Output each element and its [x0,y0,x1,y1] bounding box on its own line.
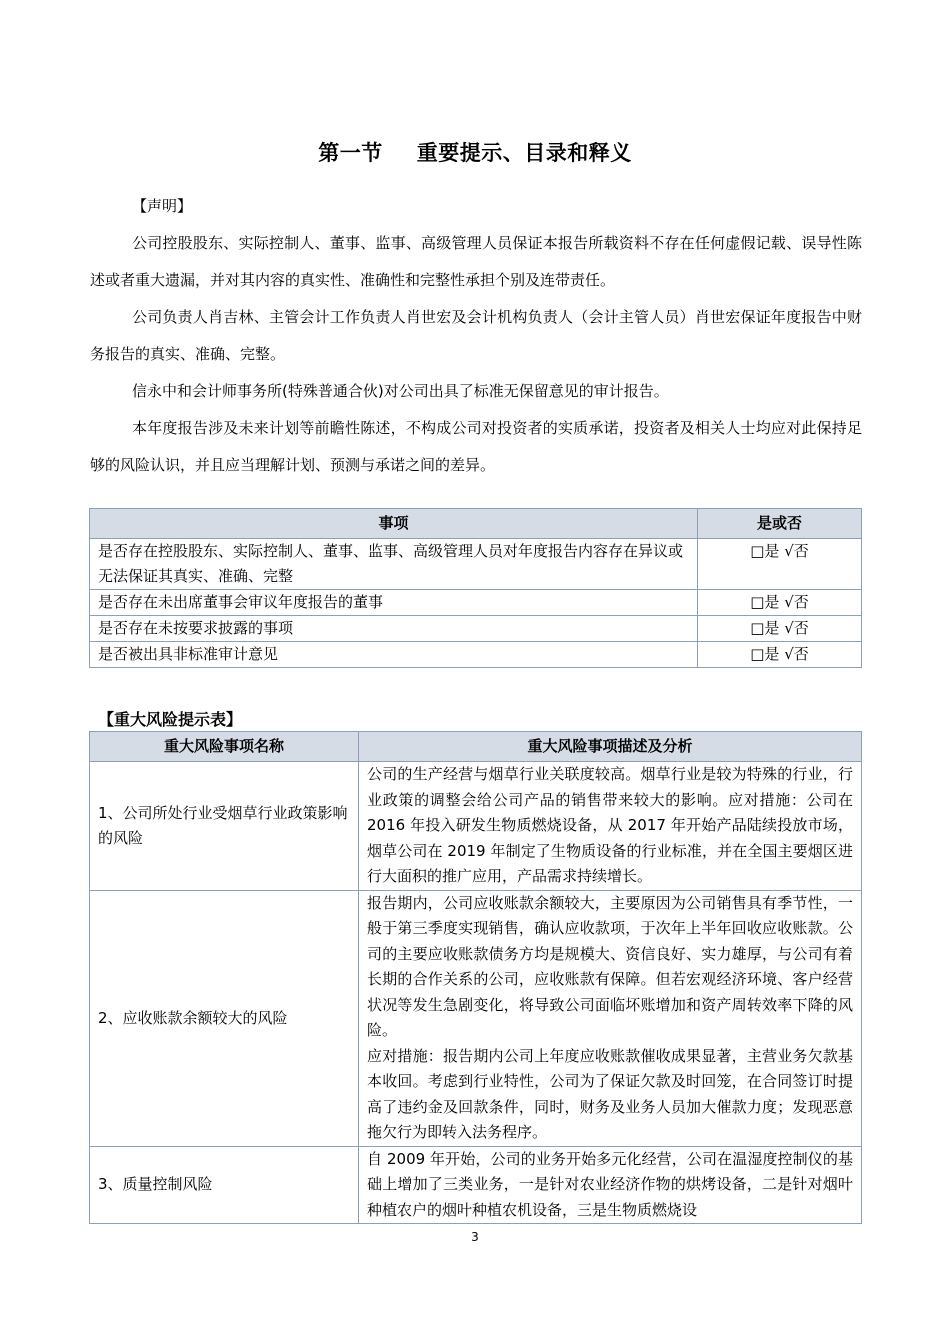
risk-desc [359,890,862,1146]
page-number: 3 [471,1230,479,1244]
check-table [89,508,862,668]
risk-desc-paragraph: 报告期内，公司应收账款余额较大，主要原因为公司销售具有季节性，一般于第三季度实现销售，确认应收款项，于次年上半年回收应收账款。公司的主要应收账款债务方均是规模大、资信良好、实力雄厚，与公司有着长期的合作关系的公司，应收账款有保障。但若宏观经济环境、客户经营状况等发生急剧变化，将导致公司面临坏账增加和资产周转效率下降的风险。 [367,893,853,1039]
risk-table [89,731,862,1224]
check-item: 是否存在控股股东、实际控制人、董事、监事、高级管理人员对年度报告内容存在异议或无法保证其真实、准确、完整 [90,539,698,590]
declaration-paragraph: 公司负责人肖吉林、主管会计工作负责人肖世宏及会计机构负责人（会计主管人员）肖世宏保证年度报告中财务报告的真实、准确、完整。 [90,308,862,363]
section-title: 重要提示、目录和释义 [416,141,632,165]
check-answer: □是 √否 [698,616,862,642]
check-answer: □是 √否 [698,642,862,668]
declaration-paragraph: 信永中和会计师事务所(特殊普通合伙)对公司出具了标准无保留意见的审计报告。 [132,382,669,400]
check-item: 是否存在未出席董事会审议年度报告的董事 [90,590,698,616]
risk-desc [359,762,862,891]
risk-name: 1、公司所处行业受烟草行业政策影响的风险 [90,762,359,891]
table-row [90,616,862,642]
declaration-paragraph: 公司控股股东、实际控制人、董事、监事、高级管理人员保证本报告所载资料不存在任何虚假记载、误导性陈述或者重大遗漏，并对其内容的真实性、准确性和完整性承担个别及连带责任。 [90,234,862,289]
check-answer: □是 √否 [698,539,862,590]
risk-header-name: 重大风险事项名称 [90,732,359,762]
table-row [90,642,862,668]
check-header-item: 事项 [90,509,698,539]
risk-header-desc: 重大风险事项描述及分析 [359,732,862,762]
risk-name: 3、质量控制风险 [90,1146,359,1224]
table-row [90,762,862,891]
page-title [0,137,950,167]
risk-name: 2、应收账款余额较大的风险 [90,890,359,1146]
declaration-paragraph: 本年度报告涉及未来计划等前瞻性陈述，不构成公司对投资者的实质承诺，投资者及相关人士均应对此保持足够的风险认识，并且应当理解计划、预测与承诺之间的差异。 [90,419,862,474]
table-row [90,590,862,616]
table-row [90,539,862,590]
check-answer: □是 √否 [698,590,862,616]
check-header-answer: 是或否 [698,509,862,539]
risk-table-heading: 【重大风险提示表】 [98,710,243,729]
risk-desc [359,1146,862,1224]
declaration-heading: 【声明】 [132,197,193,215]
check-item: 是否存在未按要求披露的事项 [90,616,698,642]
declaration [90,188,862,484]
risk-desc-paragraph: 自 2009 年开始，公司的业务开始多元化经营，公司在温湿度控制仪的基础上增加了三类业务，一是针对农业经济作物的烘烤设备，二是针对烟叶种植农户的烟叶种植农机设备，三是生物质燃烧设 [367,1149,853,1219]
check-item: 是否被出具非标准审计意见 [90,642,698,668]
risk-desc-paragraph: 应对措施：报告期内公司上年度应收账款催收成果显著，主营业务欠款基本收回。考虑到行业特性，公司为了保证欠款及时回笼，在合同签订时提高了违约金及回款条件，同时，财务及业务人员加大催款力度；发现恶意拖欠行为即转入法务程序。 [367,1046,853,1141]
table-row [90,890,862,1146]
table-row [90,1146,862,1224]
section-number: 第一节 [318,141,383,165]
risk-desc-paragraph: 公司的生产经营与烟草行业关联度较高。烟草行业是较为特殊的行业，行业政策的调整会给公司产品的销售带来较大的影响。应对措施：公司在 2016 年投入研发生物质燃烧设备，从 2017 年开始产品陆续投放市场，烟草公司在 2019 年制定了生物质设备的行业标准，并在全国主要烟区进行大面积的推广应用，产品需求持续增长。 [367,765,853,885]
